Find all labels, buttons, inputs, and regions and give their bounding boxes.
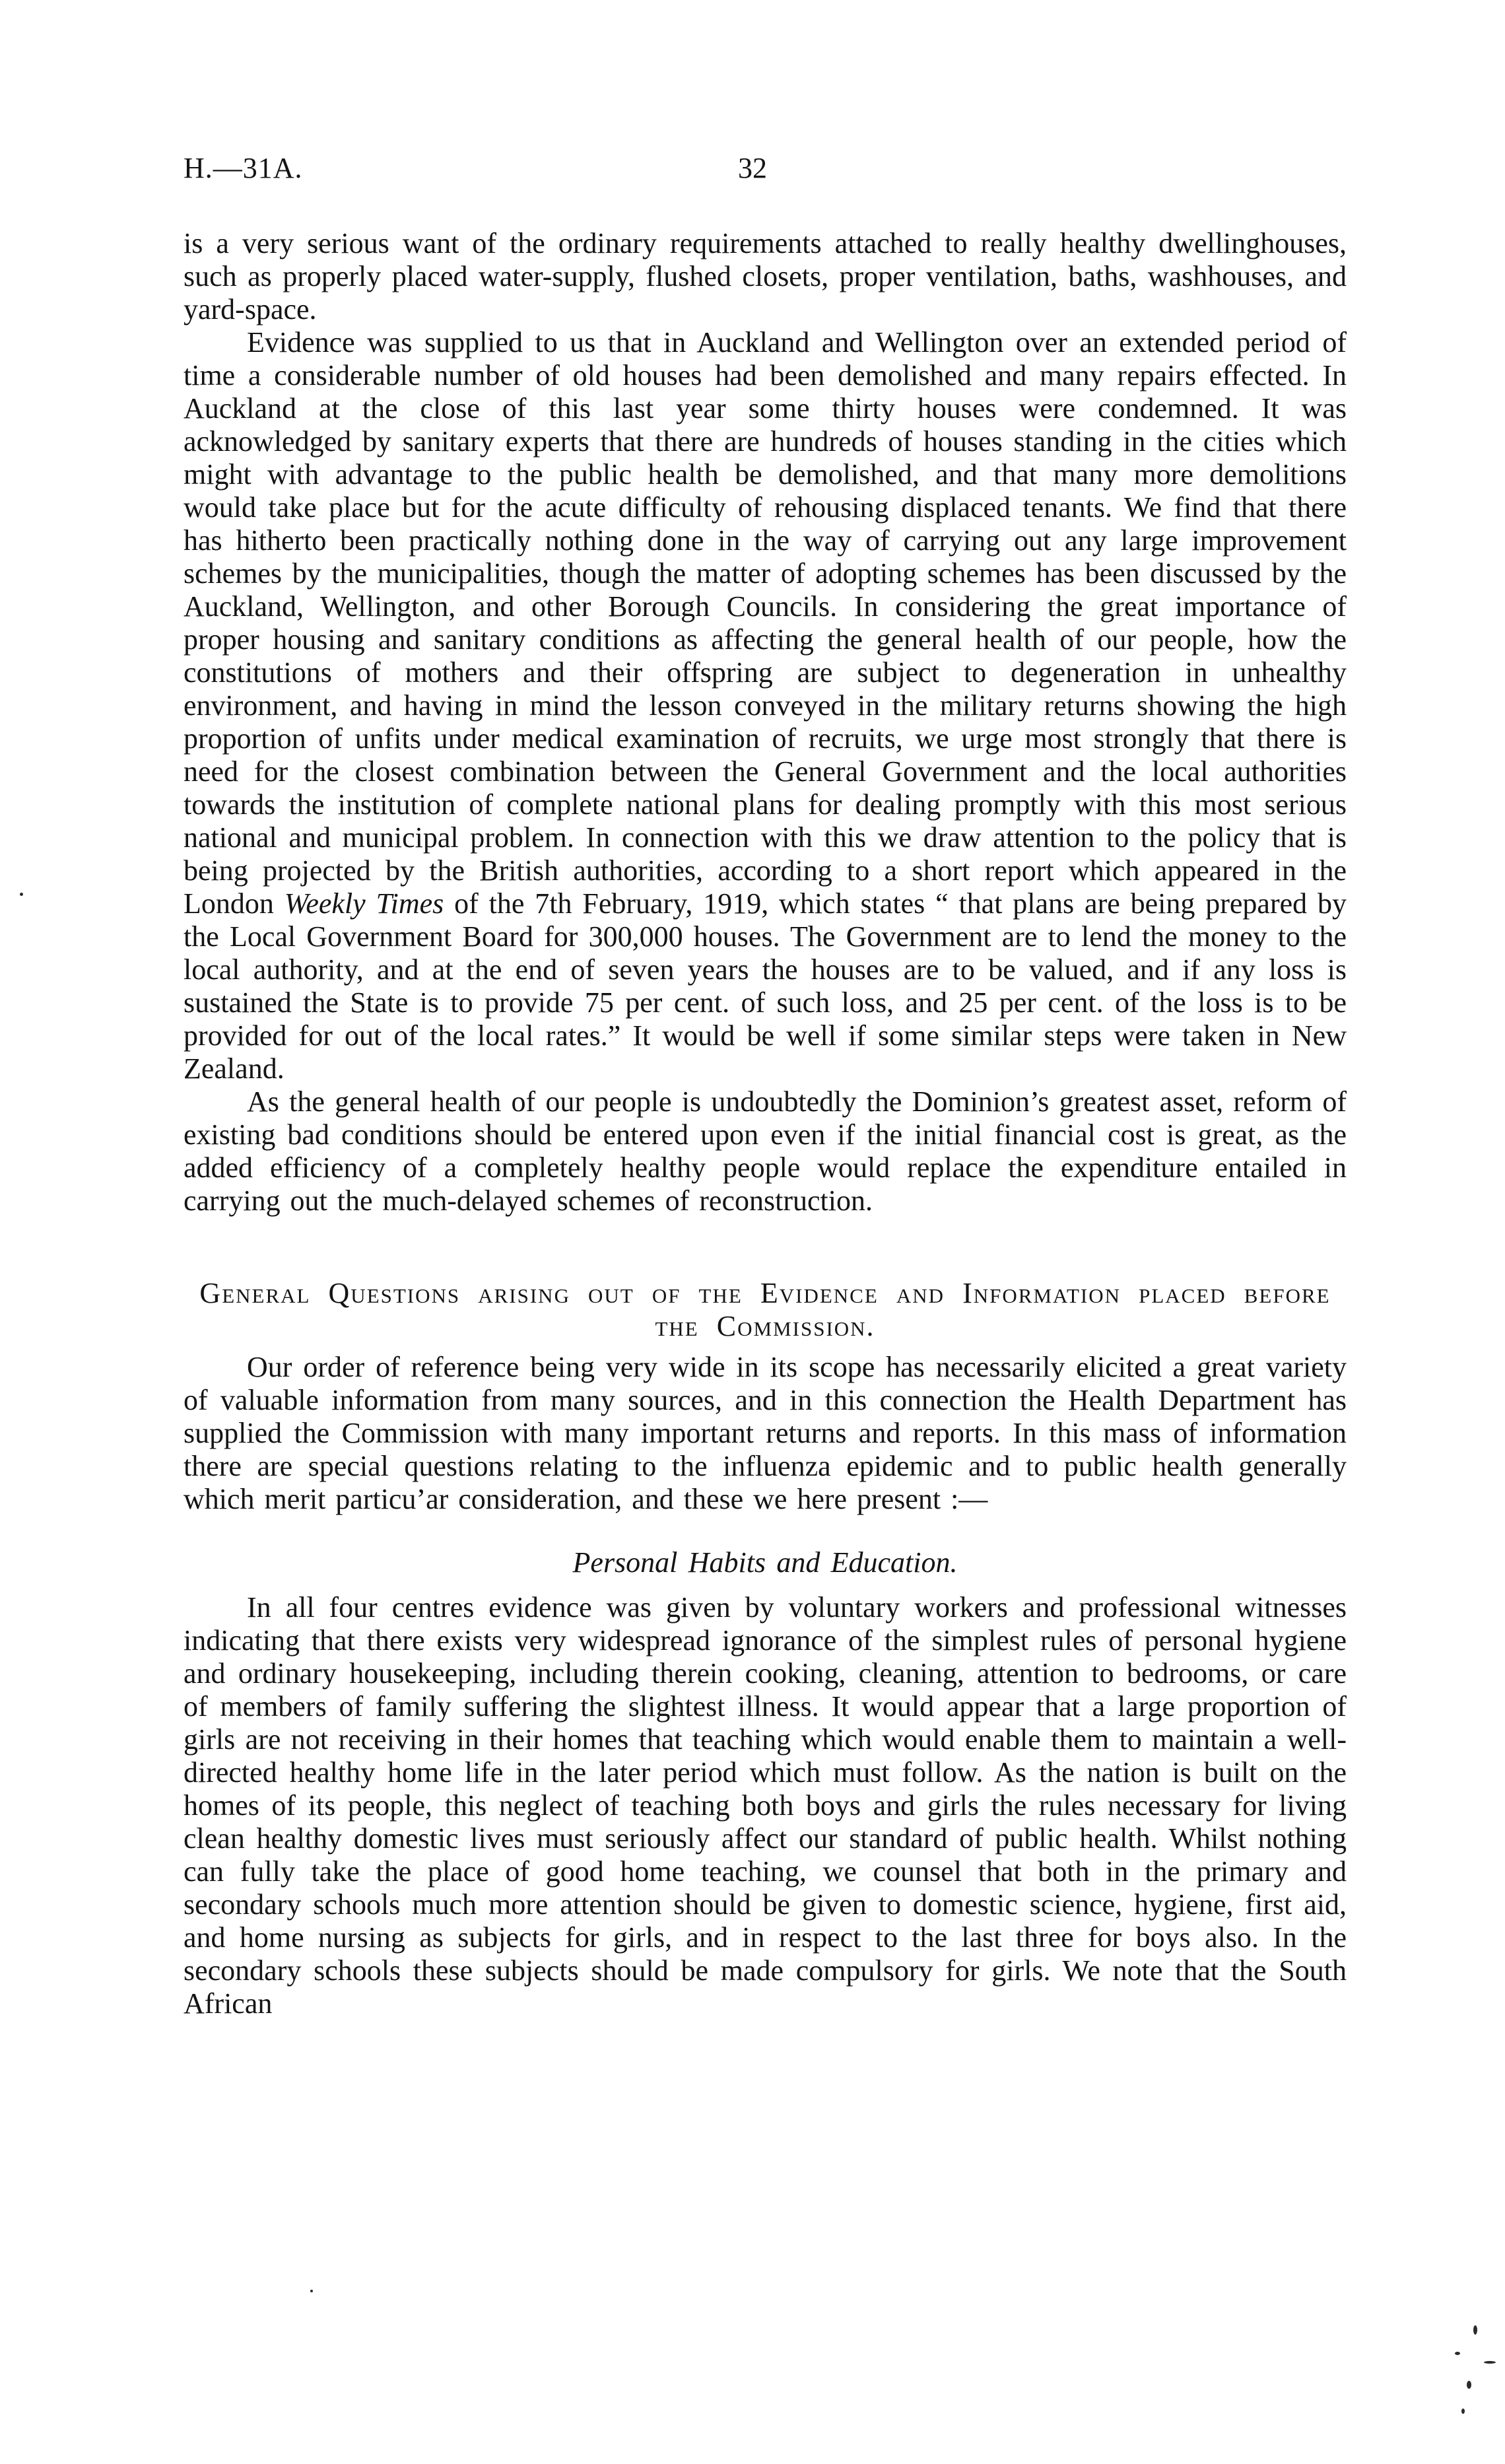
paragraph-evidence-text-2: of the 7th February, 1919, which states “ that plans are being prepared by the Local Government Board for 300,000 houses. The Government are to lend the money to the local authority, and at the end of seven years the houses are to be valued, and if any loss is sustained the State is to provide 75 per cent. of such loss, and 25 per cent. of the loss is to be provided for out of the local rates.” It would be well if some similar steps were taken in New Zealand.: [184, 887, 1347, 1085]
paragraph-continuation: is a very serious want of the ordinary requirements attached to really healthy dwellinghouses, such as properly placed water-supply, flushed closets, proper ventilation, baths, washhouses, and yard-space.: [184, 227, 1347, 325]
scan-speckle: [1484, 2361, 1496, 2364]
section-heading: General Questions arising out of the Evidence and Information placed before the Commission.: [199, 1277, 1331, 1342]
scan-speckle: [310, 2290, 313, 2292]
paragraph-general-health: As the general health of our people is undoubtedly the Dominion’s greatest asset, reform of existing bad conditions should be entered upon even if the initial financial cost is great, as the added efficiency of a completely healthy people would replace the expenditure entailed in carrying out the much-delayed schemes of reconstruction.: [184, 1085, 1347, 1217]
weekly-times-italic: Weekly Times: [284, 887, 444, 920]
scan-speckle: [1461, 2409, 1465, 2414]
paragraph-evidence: [184, 326, 1347, 1085]
text-column: [184, 227, 1347, 2020]
page-header: [0, 152, 1505, 186]
subsection-heading: Personal Habits and Education.: [572, 1546, 958, 1579]
document-reference: H.—31A.: [184, 152, 303, 184]
paragraph-evidence-text-1: Evidence was supplied to us that in Auckland and Wellington over an extended period of time a considerable number of old houses had been demolished and many repairs effected. In Auckland at the close of this last year some thirty houses were condemned. It was acknowledged by sanitary experts that there are hundreds of houses standing in the cities which might with advantage to the public health be demolished, and that many more demolitions would take place but for the acute difficulty of rehousing displaced tenants. We find that there has hitherto been practically nothing done in the way of carrying out any large improvement schemes by the municipalities, though the matter of adopting schemes has been discussed by the Auckland, Wellington, and other Borough Councils. In considering the great importance of proper housing and sanitary conditions as affecting the general health of our people, how the constitutions of mothers and their offspring are subject to degeneration in unhealthy environment, and having in mind the lesson conveyed in the military returns showing the high proportion of unfits under medical examination of recruits, we urge most strongly that there is need for the closest combination between the General Government and the local authorities towards the institution of complete national plans for dealing promptly with this most serious national and municipal problem. In connection with this we draw attention to the policy that is being projected by the British authorities, according to a short report which appeared in the London: [184, 326, 1347, 920]
paragraph-our-order: Our order of reference being very wide in its scope has necessarily elicited a great variety of valuable information from many sources, and in this connection the Health Department has supplied the Commission with many important returns and reports. In this mass of information there are special questions relating to the influenza epidemic and to public health generally which merit particu’ar consideration, and these we here present :—: [184, 1351, 1347, 1515]
paragraph-personal-habits: In all four centres evidence was given by voluntary workers and professional witnesses indicating that there exists very widespread ignorance of the simplest rules of personal hygiene and ordinary housekeeping, including therein cooking, cleaning, attention to bedrooms, or care of members of family suffering the slightest illness. It would appear that a large proportion of girls are not receiving in their homes that teaching which would enable them to maintain a well-directed healthy home life in the later period which must follow. As the nation is built on the homes of its people, this neglect of teaching both boys and girls the rules necessary for living clean healthy domestic lives must seriously affect our standard of public health. Whilst nothing can fully take the place of good home teaching, we counsel that both in the primary and secondary schools much more attention should be given to domestic science, hygiene, first aid, and home nursing as subjects for girls, and in respect to the last three for boys also. In the secondary schools these subjects should be made compulsory for girls. We note that the South African: [184, 1591, 1347, 2020]
scan-speckle: [1467, 2381, 1471, 2389]
page-number: 32: [738, 152, 767, 184]
scan-speckle: [20, 893, 23, 896]
scan-speckle: [1473, 2325, 1477, 2335]
scan-speckle: [1455, 2352, 1460, 2355]
